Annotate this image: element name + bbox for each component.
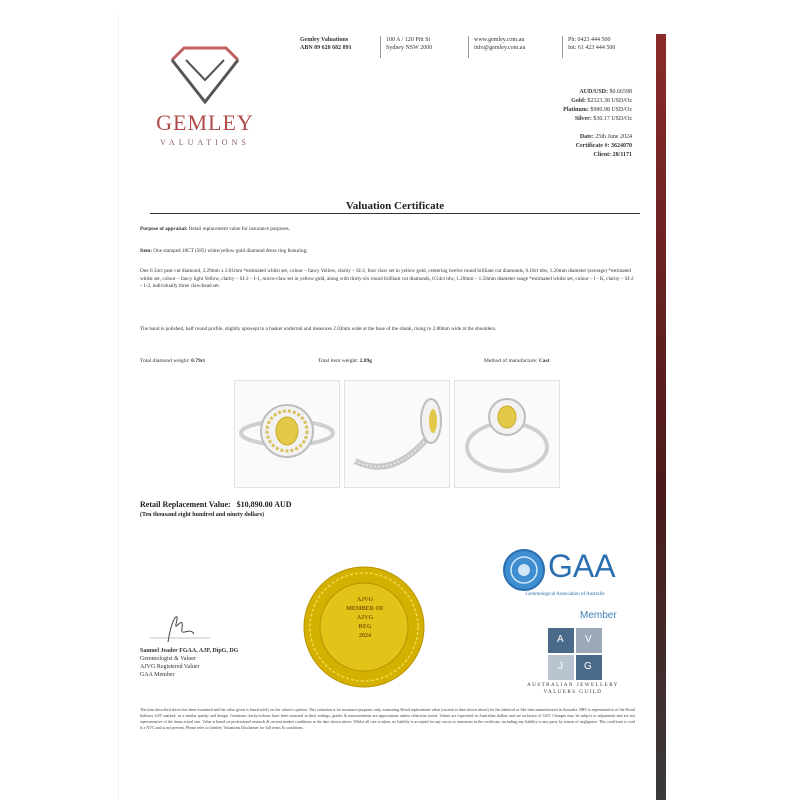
ring-photo-top [234, 380, 340, 488]
ajvg-line-2: VALUERS GUILD [543, 690, 603, 695]
ajvg-line-1: AUSTRALIAN JEWELLERY [527, 683, 619, 688]
client-value: 28/1171 [612, 152, 632, 158]
phone-number: Ph: 0423 444 500 [568, 37, 611, 43]
client-label: Client: [593, 152, 612, 158]
disclaimer-text: The item described above has been examined and the value given is based solely on the valuer's opinion. This valuation is for insurance purposes only, estimating Retail replacement value (current at date shown above) for the identical or like item manufactured in Australia. RRV is representative of the Retail Industry GST marked, in a similar quality and design. Gemstone clarity/colours have been assessed in their settings; grades & measurements are approximate unless otherwise noted. Values are expressed in Australian dollars and are inclusive of GST. Changes may be subject to adjustment and are not representative of the items actual size. Value is based on professional research & current market conditions at the date shown above. Whilst all care is taken, no liability is accepted for any errors or omissions in the certificate, including any liability to any party by reason of negligence. This certificate is void if a NVC and is not present. Please refer to Gemley Valuations Disclaimer for full terms & conditions. [140, 707, 635, 730]
ajvg-letter-v: V [585, 634, 592, 645]
aud-usd-value: $0.66598 [609, 89, 632, 95]
gold-value: $2323.38 USD/Oz [587, 98, 632, 104]
seal-line-4: REG [358, 624, 372, 630]
purpose-text: Retail replacement value for insurance purposes. [188, 226, 290, 232]
diamond-weight-label: Total diamond weight: [140, 358, 190, 364]
ajvg-letter-j: J [558, 661, 563, 672]
item-line [140, 248, 635, 256]
header-divider [468, 36, 469, 58]
retail-value-words: (Ten thousand eight hundred and ninety dollars) [140, 512, 265, 518]
cert-value: 3624070 [611, 143, 632, 149]
platinum-value: $980.98 USD/Oz [590, 107, 632, 113]
seal-text [328, 596, 402, 641]
member-label: Member [580, 610, 617, 621]
item-weight-value: 2.89g [359, 358, 372, 364]
gemley-logo [140, 40, 270, 160]
brand-name: GEMLEY [156, 110, 254, 135]
manufacture-method [484, 358, 550, 364]
side-accent-bar [656, 34, 666, 800]
address-line-2: Sydney NSW 2000 [386, 45, 433, 51]
seal-line-1: AJVG [356, 597, 374, 603]
purpose-line [140, 226, 635, 234]
phone-int: Int: 61 423 444 500 [568, 45, 616, 51]
valuer-name: Samuel Jeader FGAA, AJP, DipG, DG [140, 648, 239, 654]
header-address [386, 36, 432, 52]
purpose-label: Purpose of appraisal: [140, 226, 188, 232]
ajvg-letter-g: G [584, 661, 592, 672]
ajvg-letter-a: A [557, 634, 564, 645]
band-paragraph: The band is polished, half round profile, slightly upswept to a basket underrail and measures 2.03mm wide at the base of the shank, rising to 2.80mm wide at the shoulders. [140, 326, 497, 332]
diamond-weight [140, 358, 205, 364]
seal-line-3: AJVG [356, 615, 374, 621]
cert-label: Certificate #: [575, 143, 610, 149]
header-divider [380, 36, 381, 58]
gaa-logo-text: GAA [548, 548, 616, 584]
valuer-block [140, 647, 238, 679]
header-divider [562, 36, 563, 58]
item-label: Item: [140, 248, 153, 254]
retail-value: $10,890.00 AUD [236, 500, 292, 509]
seal-line-5: 2024 [359, 633, 371, 639]
company-abn: ABN 89 620 682 891 [300, 45, 352, 51]
valuer-role-1: Gemmologist & Valuer [140, 656, 196, 662]
gold-label: Gold: [571, 98, 586, 104]
silver-value: $30.17 USD/Oz [593, 116, 632, 122]
website-link[interactable]: www.gemley.com.au [474, 37, 525, 43]
header-company [300, 36, 352, 52]
brand-subtitle: VALUATIONS [160, 138, 250, 147]
diamond-weight-value: 0.79ct [191, 358, 205, 364]
signature-icon [150, 606, 210, 646]
aud-usd-label: AUD/USD: [579, 89, 608, 95]
date-label: Date: [579, 134, 594, 140]
manufacture-value: Cast [538, 358, 550, 364]
gaa-subtitle: Gemmological Association of Australia [525, 592, 605, 597]
silver-label: Silver: [574, 116, 592, 122]
address-line-1: 100 A / 120 Pitt St [386, 37, 431, 43]
date-value: 25th June 2024 [595, 134, 632, 140]
gaa-globe-icon [502, 548, 546, 592]
ring-photo-front [454, 380, 560, 488]
manufacture-label: Method of manufacture: [484, 358, 538, 364]
item-weight-label: Total item weight: [318, 358, 359, 364]
title-rule [150, 213, 640, 214]
item-text: One stamped 18CT (585) white/yellow gold diamond dress ring featuring; [153, 248, 308, 254]
platinum-label: Platinum: [563, 107, 589, 113]
email-link[interactable]: info@gemley.com.au [474, 45, 526, 51]
seal-line-2: MEMBER OF [346, 606, 384, 612]
ajvg-text [508, 682, 638, 696]
diamond-logo-icon [168, 44, 242, 106]
ring-photo-side [344, 380, 450, 488]
header-phone [568, 36, 615, 52]
valuer-role-3: GAA Member [140, 672, 175, 678]
retail-label: Retail Replacement Value: [140, 500, 231, 509]
retail-value-line [140, 500, 292, 509]
item-weight [318, 358, 372, 364]
header-web [474, 36, 525, 52]
company-name: Gemley Valuations [300, 37, 349, 43]
certificate-title: Valuation Certificate [345, 200, 445, 212]
rates-block [563, 88, 632, 160]
valuer-role-2: AJVG Registered Valuer [140, 664, 200, 670]
description-paragraph: One 0.34ct pear cut diamond, 3.29mm x 2.81mm *estimated whilst set, colour – fancy Yellow, clarity – SI-2, four claw set in yellow gold, centering twelve round brilliant cut diamonds, 0.18ct tdw, 1.20mm diameter (average) *estimated whilst set, colour – fancy light Yellow, clarity – SI-2 – I-1, micro-claw set in yellow gold, along with thirty-six round brilliant cut diamonds, 0.54ct tdw, 1.20mm – 1.50mm diameter range *estimated whilst set, colour – I - K, clarity – SI-2 – I-2, individually three claw/bead set. [140, 268, 634, 289]
